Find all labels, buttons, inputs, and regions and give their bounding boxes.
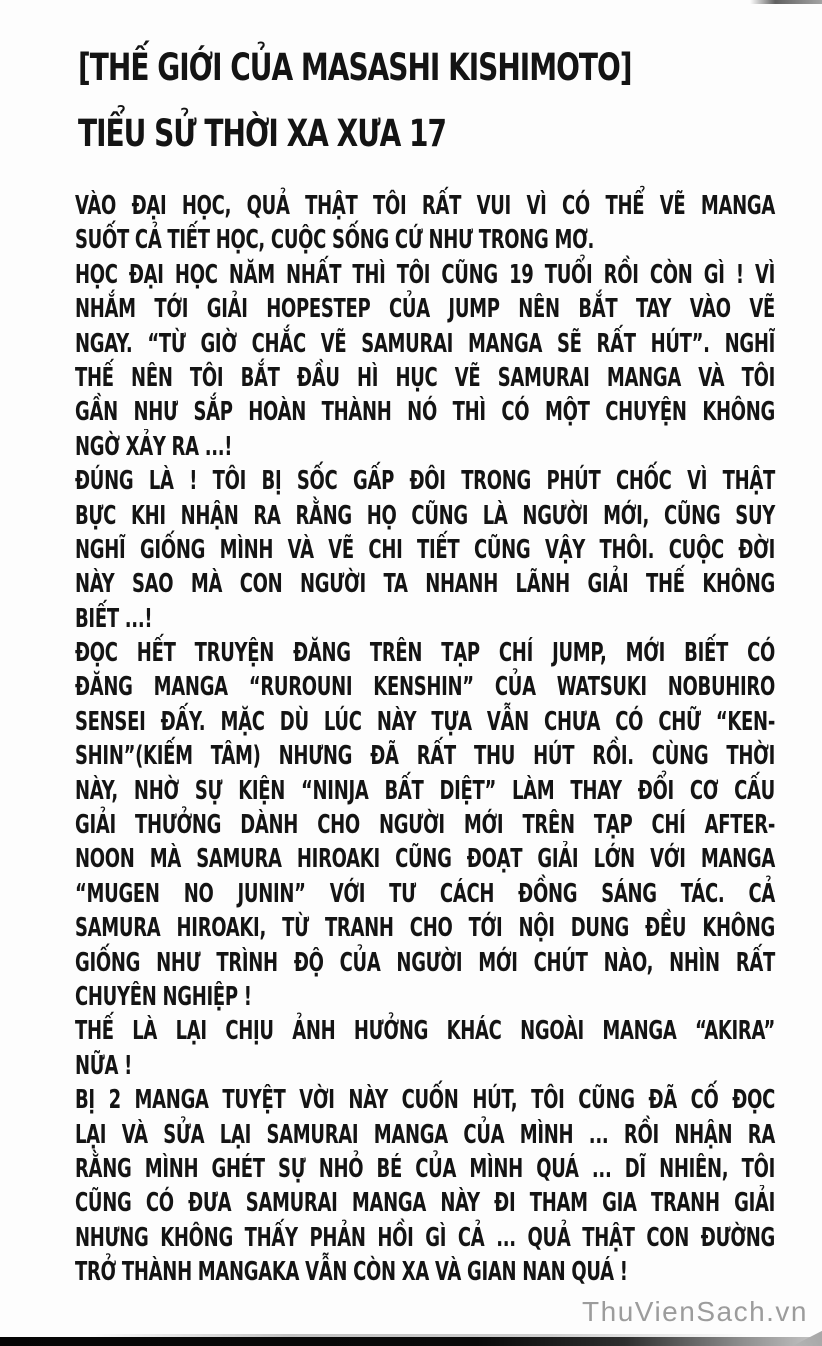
- body-text-line: NÀY SAO MÀ CON NGƯỜI TA NHANH LÃNH GIẢI THẾ KHÔNG: [75, 569, 775, 600]
- body-text: [75, 190, 775, 1291]
- body-text-line: LẠI VÀ SỬA LẠI SAMURAI MANGA CỦA MÌNH ... RỒI NHẬN RA: [75, 1119, 775, 1150]
- body-text-line: NÀY, NHỜ SỰ KIỆN “NINJA BẤT DIỆT” LÀM THAY ĐỔI CƠ CẤU: [75, 775, 775, 807]
- page-title: [THẾ GIỚI CỦA MASASHI KISHIMOTO]: [78, 44, 632, 90]
- body-text-line: HỌC ĐẠI HỌC NĂM NHẤT THÌ TÔI CŨNG 19 TUỔI RỒI CÒN GÌ ! VÌ: [75, 259, 775, 291]
- body-text-line: NGHĨ GIỐNG MÌNH VÀ VẼ CHI TIẾT CŨNG VẬY THÔI. CUỘC ĐỜI: [75, 534, 775, 566]
- body-text-line: CŨNG CÓ ĐƯA SAMURAI MANGA NÀY ĐI THAM GIA TRANH GIẢI: [75, 1188, 775, 1219]
- body-text-line: NGỜ XẢY RA ...!: [75, 431, 233, 463]
- body-text-line: SAMURA HIROAKI, TỪ TRANH CHO TỚI NỘI DUNG ĐỀU KHÔNG: [75, 913, 775, 944]
- body-text-line: NOON MÀ SAMURA HIROAKI CŨNG ĐOẠT GIẢI LỚN VỚI MANGA: [75, 844, 775, 875]
- body-text-line: NHẮM TỚI GIẢI HOPESTEP CỦA JUMP NÊN BẮT TAY VÀO VẼ: [75, 294, 775, 325]
- body-text-line: SENSEI ĐẤY. MẶC DÙ LÚC NÀY TỰA VẪN CHƯA CÓ CHỮ “KEN-: [75, 706, 775, 738]
- body-text-line: SUỐT CẢ TIẾT HỌC, CUỘC SỐNG CỨ NHƯ TRONG MƠ.: [75, 225, 595, 256]
- body-text-line: NỮA !: [75, 1050, 133, 1082]
- body-text-line: ĐĂNG MANGA “RUROUNI KENSHIN” CỦA WATSUKI NOBUHIRO: [75, 672, 775, 703]
- body-text-line: BIẾT ...!: [75, 603, 153, 635]
- body-text-line: “MUGEN NO JUNIN” VỚI TƯ CÁCH ĐỒNG SÁNG TÁC. CẢ: [75, 878, 775, 910]
- body-text-line: ĐÚNG LÀ ! TÔI BỊ SỐC GẤP ĐÔI TRONG PHÚT CHỐC VÌ THẬT: [75, 466, 775, 497]
- scan-artifact-top-edge: [750, 0, 822, 4]
- body-text-line: NHƯNG KHÔNG THẤY PHẢN HỒI GÌ CẢ ... QUẢ THẬT CON ĐƯỜNG: [75, 1222, 775, 1254]
- body-text-line: GẦN NHƯ SẮP HOÀN THÀNH NÓ THÌ CÓ MỘT CHUYỆN KHÔNG: [75, 397, 775, 428]
- body-text-line: THẾ LÀ LẠI CHỊU ẢNH HƯỞNG KHÁC NGOÀI MANGA “AKIRA”: [75, 1016, 775, 1047]
- body-text-line: ĐỌC HẾT TRUYỆN ĐĂNG TRÊN TẠP CHÍ JUMP, MỚI BIẾT CÓ: [75, 638, 775, 669]
- body-text-line: CHUYÊN NGHIỆP !: [75, 981, 252, 1013]
- body-text-line: THẾ NÊN TÔI BẮT ĐẦU HÌ HỤC VẼ SAMURAI MANGA VÀ TÔI: [75, 362, 775, 394]
- body-text-line: GIẢI THƯỞNG DÀNH CHO NGƯỜI MỚI TRÊN TẠP CHÍ AFTER-: [75, 809, 775, 841]
- body-text-line: RẰNG MÌNH GHÉT SỰ NHỎ BÉ CỦA MÌNH QUÁ ... DĨ NHIÊN, TÔI: [75, 1153, 775, 1185]
- body-text-line: SHIN”(KIẾM TÂM) NHƯNG ĐÃ RẤT THU HÚT RỒI. CÙNG THỜI: [75, 741, 775, 772]
- body-text-line: BỰC KHI NHẬN RA RẰNG HỌ CŨNG LÀ NGƯỜI MỚI, CŨNG SUY: [75, 500, 775, 531]
- page-subtitle: TIỂU SỬ THỜI XA XƯA 17: [78, 110, 446, 156]
- scan-artifact-bottom-bar: [0, 1337, 822, 1346]
- body-text-line: BỊ 2 MANGA TUYỆT VỜI NÀY CUỐN HÚT, TÔI CŨNG ĐÃ CỐ ĐỌC: [75, 1085, 775, 1116]
- body-text-line: NGAY. “TỪ GIỜ CHẮC VẼ SAMURAI MANGA SẼ RẤT HÚT”. NGHĨ: [75, 328, 775, 359]
- watermark-text: ThuVienSach.vn: [582, 1296, 808, 1327]
- body-text-line: VÀO ĐẠI HỌC, QUẢ THẬT TÔI RẤT VUI VÌ CÓ THỂ VẼ MANGA: [75, 190, 775, 222]
- body-text-line: TRỞ THÀNH MANGAKA VẪN CÒN XA VÀ GIAN NAN QUÁ !: [75, 1257, 628, 1288]
- body-text-line: GIỐNG NHƯ TRÌNH ĐỘ CỦA NGƯỜI MỚI CHÚT NÀO, NHÌN RẤT: [75, 947, 775, 979]
